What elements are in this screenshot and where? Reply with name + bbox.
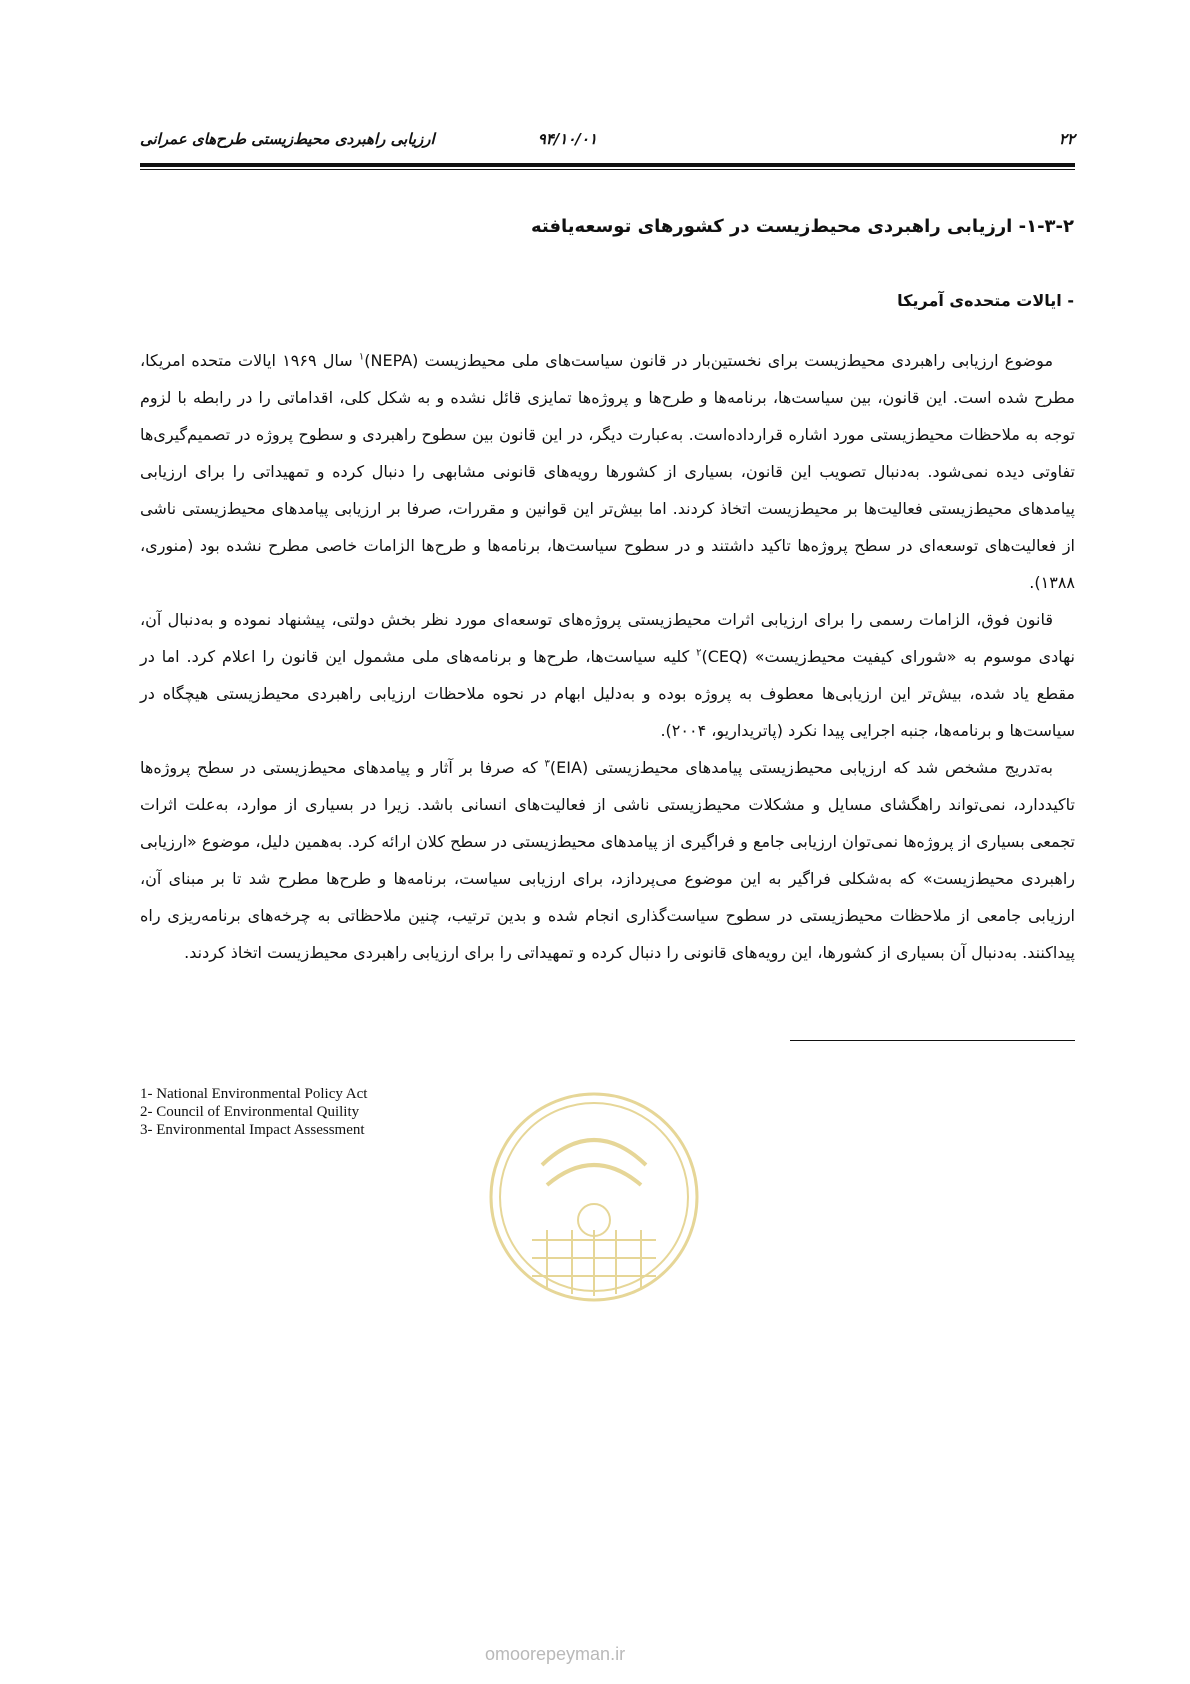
footnote-ref: ۲ [696, 647, 702, 659]
footnote-item: 3- Environmental Impact Assessment [140, 1122, 365, 1138]
footnote-ref: ۳ [544, 758, 550, 770]
footnote-item: 2- Council of Environmental Quility [140, 1104, 360, 1120]
header-title: ارزیابی راهبردی محیط‌زیستی طرح‌های عمرانی [140, 130, 435, 148]
paragraph: قانون فوق، الزامات رسمی را برای ارزیابی اثرات محیط‌زیستی پروژه‌های توسعه‌ای مورد نظر بخش دولتی، پیشنهاد نموده و به‌دنبال آن، نهادی موسوم به «شورای کیفیت محیط‌زیست» (CEQ)$^۲$ کلیه سیاست‌ها، طرح‌ها و برنامه‌های ملی مشمول این قانون را اعلام کرد. اما در مقطع یاد شده، بیش‌تر این ارزیابی‌ها معطوف به پروژه بوده و به‌دلیل ابهام در نحوه ملاحظات ارزیابی راهبردی محیط‌زیستی هیچگاه در سیاست‌ها و برنامه‌ها، جنبه اجرایی پیدا نکرد (پاتریداریو، ۲۰۰۴). [140, 610, 1075, 740]
running-header [140, 130, 1075, 160]
subheading: - ایالات متحده‌ی آمریکا [897, 291, 1074, 310]
footnote-separator [790, 1040, 1075, 1041]
page-number: ۲۲ [1058, 130, 1075, 148]
body-text [140, 342, 1075, 971]
watermark-caption: omoorepeyman.ir [485, 1644, 626, 1664]
header-date: ۹۴/۱۰/۰۱ [537, 130, 597, 148]
watermark-seal [487, 1090, 701, 1304]
footnote-item: 1- National Environmental Policy Act [140, 1086, 368, 1102]
footnote-ref: ۱ [358, 351, 365, 363]
paragraph: موضوع ارزیابی راهبردی محیط‌زیست برای نخستین‌بار در قانون سیاست‌های ملی محیط‌زیست (NEPA)$^۱$ سال ۱۹۶۹ ایالات متحده امریکا، مطرح شده است. این قانون، بین سیاست‌ها، برنامه‌ها و طرح‌ها و پروژه‌ها تمایزی قائل نشده و به شکل کلی، اقداماتی را در رابطه با لزوم توجه به ملاحظات محیط‌زیستی مورد اشاره قرارداده‌است. به‌عبارت دیگر، در این قانون بین سطوح راهبردی و سطوح پروژه در تصمیم‌گیری‌ها تفاوتی دیده نمی‌شود. به‌دنبال تصویب این قانون، بسیاری از کشورها رویه‌های قانونی مشابهی را دنبال کرده و تمهیداتی را برای ارزیابی پیامدهای محیط‌زیستی فعالیت‌ها بر محیط‌زیست اتخاذ کردند. اما بیش‌تر این قوانین و مقررات، صرفا بر ارزیابی پیامدهای محیط‌زیستی ناشی از فعالیت‌های توسعه‌ای در سطح پروژه‌ها تاکید داشتند و در سطوح سیاست‌ها، برنامه‌ها و طرح‌ها الزامات خاصی مطرح نشده بود (منوری، ۱۳۸۸). [140, 351, 1075, 592]
paragraph: به‌تدریج مشخص شد که ارزیابی محیط‌زیستی پیامدهای محیط‌زیستی (EIA)$^۳$ که صرفا بر آثار و پیامدهای محیط‌زیستی در سطح پروژه‌ها تاکیددارد، نمی‌تواند راهگشای مسایل و مشکلات محیط‌زیستی ناشی از فعالیت‌های انسانی باشد. زیرا در بسیاری از موارد، به‌علت اثرات تجمعی بسیاری از پروژه‌ها نمی‌توان ارزیابی جامع و فراگیری از پیامدهای محیط‌زیستی در سطح کلان ارائه کرد. به‌همین دلیل، موضوع «ارزیابی راهبردی محیط‌زیست» که به‌شکلی فراگیر به این موضوع می‌پردازد، برای ارزیابی سیاست، برنامه‌ها و طرح‌ها مطرح شد تا بر مبنای آن، ارزیابی جامعی از ملاحظات محیط‌زیستی در سطوح سیاست‌گذاری انجام شده و بدین ترتیب، چنین ملاحظاتی به چرخه‌های برنامه‌ریزی راه پیداکنند. به‌دنبال آن بسیاری از کشورها، این رویه‌های قانونی را دنبال کرده و تمهیداتی را برای ارزیابی راهبردی محیط‌زیست اتخاذ کردند. [140, 758, 1075, 962]
footnotes [140, 1085, 367, 1139]
section-heading: ۱-۳-۲- ارزیابی راهبردی محیط‌زیست در کشورهای توسعه‌یافته [530, 216, 1074, 237]
header-rule-thick [140, 163, 1075, 167]
header-rule-thin [140, 169, 1075, 170]
